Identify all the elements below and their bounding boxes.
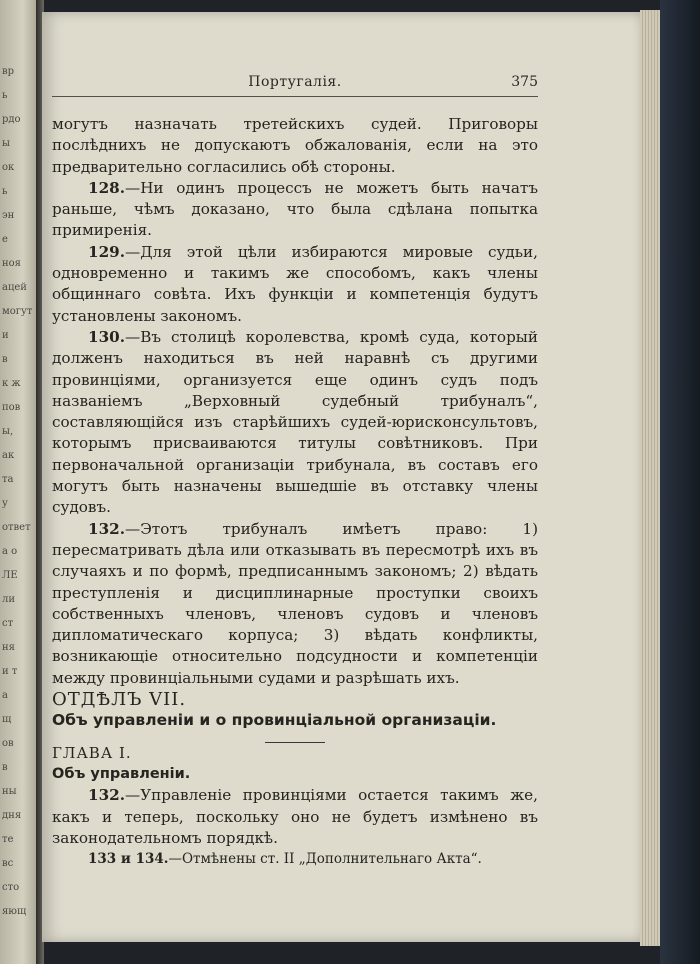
left-page-fragment: в xyxy=(2,762,8,773)
left-page-fragment: и т xyxy=(2,666,18,677)
left-page-fragment: те xyxy=(2,834,14,845)
article-text: —Для этой цѣли избираются мировые судьи, одновременно и такимъ же способомъ, какъ члены общиннаго совѣта. Ихъ функціи и компетенція будутъ установлены закономъ. xyxy=(52,242,538,325)
left-page-fragment: рдо xyxy=(2,114,21,125)
left-page-fragment: дня xyxy=(2,810,22,821)
left-page-fragment: ст xyxy=(2,618,14,629)
article-text: —Отмѣнены ст. II „Дополнительнаго Акта“. xyxy=(168,851,482,868)
left-page-fragment: ы xyxy=(2,138,10,149)
left-page-fragment: ок xyxy=(2,162,15,173)
left-page-fragment: пов xyxy=(2,402,21,413)
left-page-fragment: вс xyxy=(2,858,14,869)
left-page-fragment: а xyxy=(2,690,8,701)
left-page-fragment: ь xyxy=(2,186,8,197)
left-page-fragment: вр xyxy=(2,66,15,77)
article-paragraph xyxy=(52,327,538,519)
left-page xyxy=(0,0,38,964)
chapter-title: ГЛАВА I. xyxy=(52,743,132,762)
article-text: —Этотъ трибуналъ имѣетъ право: 1) пересматривать дѣла или отказывать въ пересмотрѣ ихъ въ случаяхъ и по формѣ, предписаннымъ закономъ; 2) вѣдать преступленія и дисциплинарные проступки своихъ собственныхъ членовъ, членовъ судовъ и членовъ дипломатическаго корпуса; 3) вѣдать конфликты, возникающіе относительно подсудности и компетенціи между провинціальными судами и разрѣшать ихъ. xyxy=(52,519,538,687)
left-page-fragment: к ж xyxy=(2,378,21,389)
article-number: 130. xyxy=(88,327,125,346)
left-page-fragment: ь xyxy=(2,90,8,101)
article-number: 132. xyxy=(88,519,125,538)
left-page-fragment: эн xyxy=(2,210,15,221)
article-number: 133 и 134. xyxy=(88,851,169,868)
left-page-fragment: ы, xyxy=(2,426,14,437)
article-paragraph xyxy=(52,242,538,327)
page-header xyxy=(52,70,538,97)
article-text: —Ни одинъ процессъ не можетъ быть начатъ раньше, чѣмъ доказано, что была сдѣлана попытка примиренія. xyxy=(52,178,538,240)
article-text: —Управленіе провинціями остается такимъ же, какъ и теперь, поскольку оно не будетъ измѣнено въ законодательномъ порядкѣ. xyxy=(52,786,538,847)
article-list xyxy=(52,114,538,689)
left-page-fragment: ответ xyxy=(2,522,31,533)
chapter-article-list xyxy=(52,785,538,870)
left-page-fragment: та xyxy=(2,474,14,485)
running-title: Португалія. xyxy=(248,74,342,90)
left-page-fragment: ня xyxy=(2,642,15,653)
left-page-fragment: щ xyxy=(2,714,12,725)
left-page-fragment: ацей xyxy=(2,282,27,293)
left-page-fragment: ны xyxy=(2,786,17,797)
article-number: 129. xyxy=(88,242,125,261)
left-page-fragment: ак xyxy=(2,450,15,461)
book-cover xyxy=(660,0,700,964)
article-text: могутъ назначать третейскихъ судей. Приговоры послѣднихъ не допускаютъ обжалованія, если на это предварительно согласились обѣ стороны. xyxy=(52,115,538,176)
page-body xyxy=(52,114,538,870)
left-page-fragment: в xyxy=(2,354,8,365)
article-paragraph xyxy=(52,785,538,849)
left-page-fragment: и xyxy=(2,330,9,341)
article-paragraph xyxy=(52,178,538,242)
article-text: —Въ столицѣ королевства, кромѣ суда, который долженъ находиться въ ней наравнѣ съ другими провинціями, организуется еще одинъ судъ подъ названіемъ „Верховный судебный трибуналъ“, составляющійся изъ старѣйшихъ судей-юрисконсультовъ, которымъ присваиваются титулы совѣтниковъ. При первоначальной организаціи трибунала, въ составъ его могутъ быть назначены вышедшіе въ отставку члены судовъ. xyxy=(52,327,538,517)
article-number: 132. xyxy=(88,786,125,805)
left-page-text-fragments xyxy=(2,60,36,920)
article-paragraph xyxy=(52,849,538,870)
left-page-fragment: яющ xyxy=(2,906,27,917)
left-page-fragment: ов xyxy=(2,738,14,749)
page-edges xyxy=(640,10,662,946)
article-number: 128. xyxy=(88,178,125,197)
article-paragraph xyxy=(52,519,538,689)
article-paragraph xyxy=(52,114,538,178)
chapter-subtitle: Объ управленіи. xyxy=(52,765,191,782)
left-page-fragment: у xyxy=(2,498,8,509)
left-page-fragment: а о xyxy=(2,546,18,557)
left-page-fragment: могут xyxy=(2,306,33,317)
section-subtitle: Объ управленіи и о провинціальной организаціи. xyxy=(52,711,497,730)
left-page-fragment: сто xyxy=(2,882,20,893)
section-title: ОТДѢЛЪ VII. xyxy=(52,689,187,711)
page-number: 375 xyxy=(511,74,538,90)
left-page-fragment: ли xyxy=(2,594,16,605)
left-page-fragment: ЛЕ xyxy=(2,570,18,581)
left-page-fragment: ноя xyxy=(2,258,21,269)
left-page-fragment: е xyxy=(2,234,8,245)
